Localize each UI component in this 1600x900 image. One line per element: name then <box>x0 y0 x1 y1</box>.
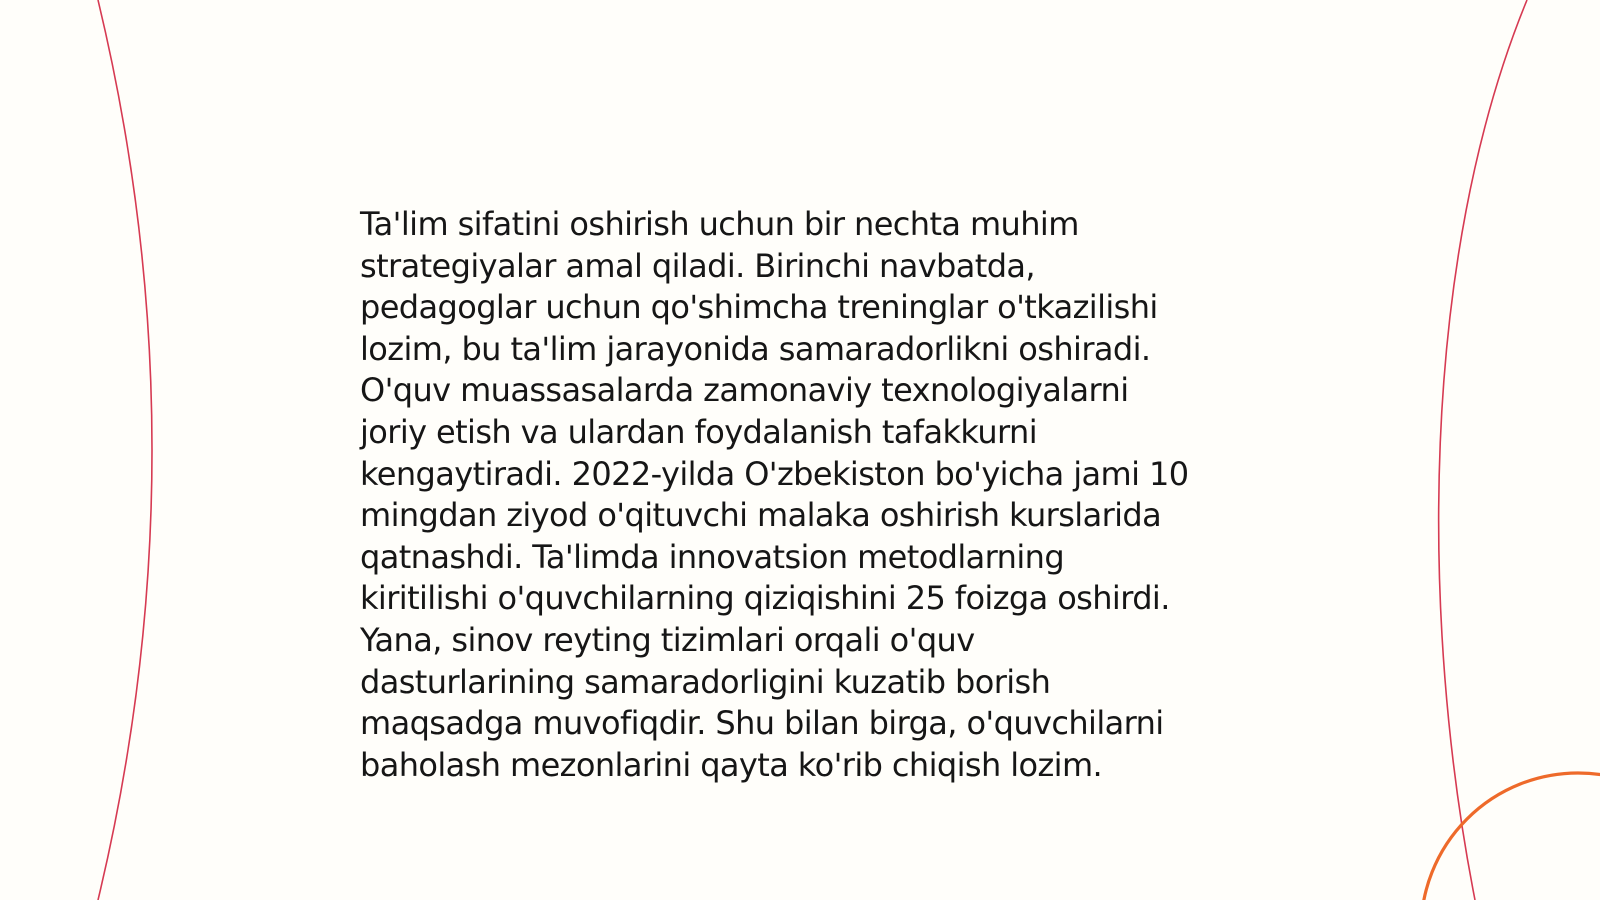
right-curve-line <box>1439 0 1527 900</box>
left-curve-line <box>98 0 152 900</box>
body-paragraph: Ta'lim sifatini oshirish uchun bir nechta muhim strategiyalar amal qiladi. Birinchi navbatda, pedagoglar uchun qo'shimcha treninglar o'tkazilishi lozim, bu ta'lim jarayonida samaradorlikni oshiradi. O'quv muassasalarda zamonaviy texnologiyalarni joriy etish va ulardan foydalanish tafakkurni kengaytiradi. 2022-yilda O'zbekiston bo'yicha jami 10 mingdan ziyod o'qituvchi malaka oshirish kurslarida qatnashdi. Ta'limda innovatsion metodlarning kiritilishi o'quvchilarning qiziqishini 25 foizga oshirdi. Yana, sinov reyting tizimlari orqali o'quv dasturlarining samaradorligini kuzatib borish maqsadga muvofiqdir. Shu bilan birga, o'quvchilarni baholash mezonlarini qayta ko'rib chiqish lozim. <box>360 205 1189 784</box>
corner-arc-ring <box>1421 773 1600 900</box>
